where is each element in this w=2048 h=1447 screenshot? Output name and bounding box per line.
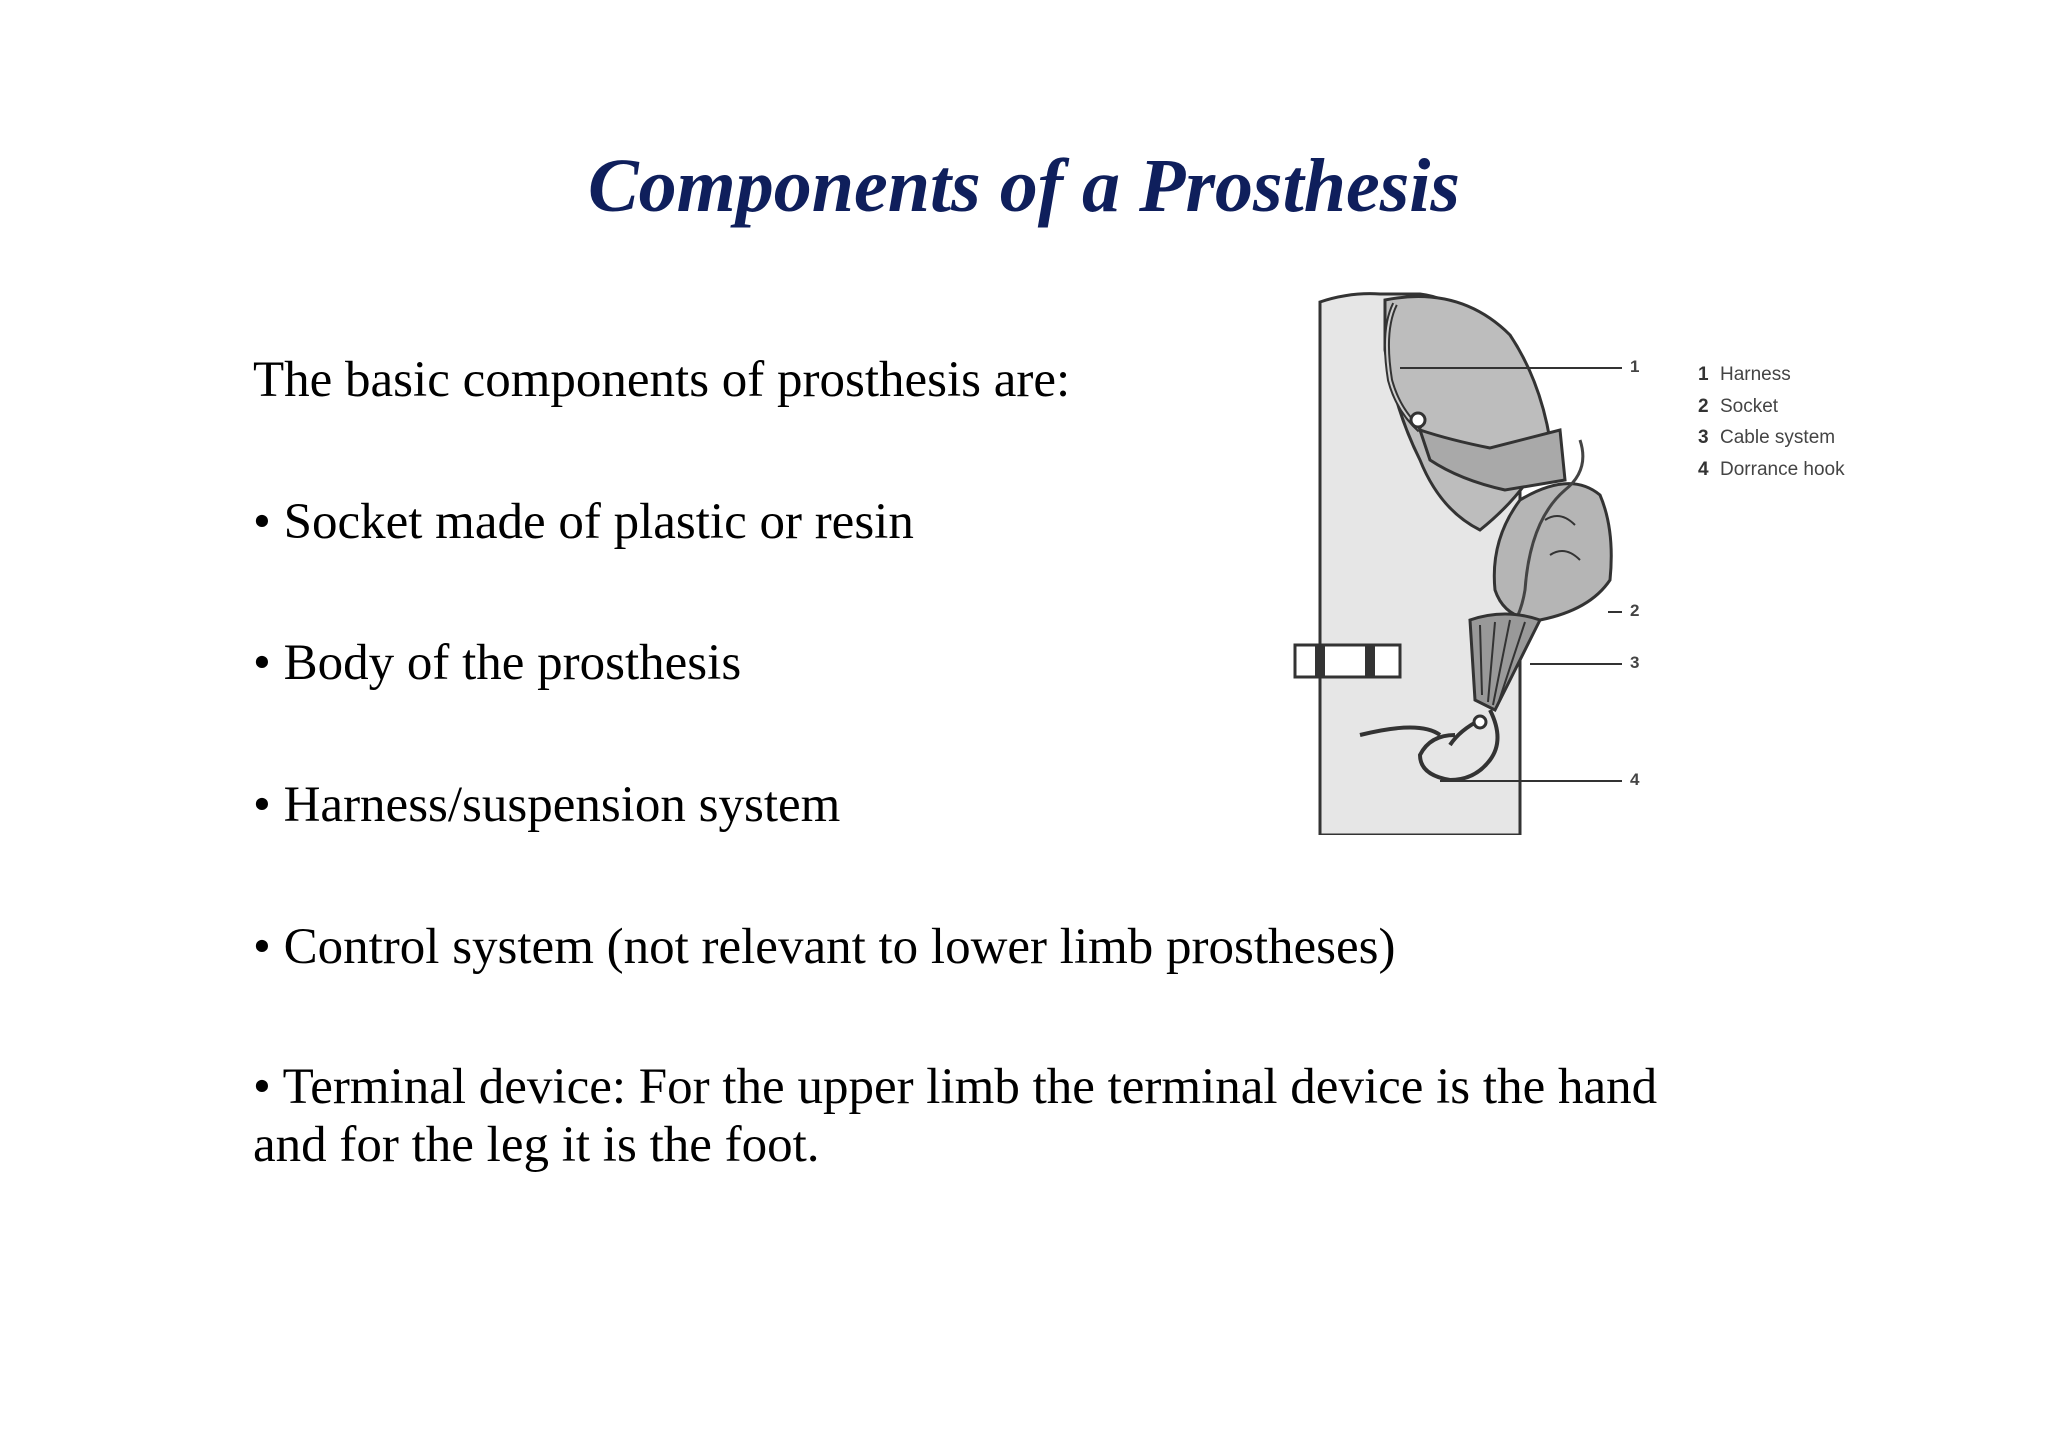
bullet-socket: • Socket made of plastic or resin — [253, 494, 914, 550]
harness-ring — [1411, 413, 1425, 427]
callout-number-1: 1 — [1630, 357, 1640, 376]
hook-pivot — [1474, 716, 1486, 728]
upper-limb-prosthesis-drawing — [1290, 290, 2010, 835]
bullet-control-system: • Control system (not relevant to lower limb prostheses) — [253, 919, 1396, 975]
intro-text: The basic components of prosthesis are: — [253, 352, 1071, 408]
bullet-terminal-device — [253, 1058, 1657, 1174]
callout-number-4: 4 — [1630, 770, 1640, 789]
bullet-body: • Body of the prosthesis — [253, 635, 742, 691]
legend-item: 1 Harness — [1698, 364, 1791, 385]
bullet-harness: • Harness/suspension system — [253, 777, 841, 833]
prosthesis-illustration — [1290, 290, 2010, 835]
bullet-terminal-line-2: and for the leg it is the foot. — [253, 1117, 820, 1173]
belt-buckle-2 — [1365, 645, 1375, 677]
legend-item: 4 Dorrance hook — [1698, 458, 1845, 480]
belt-buckle-1 — [1315, 645, 1325, 677]
belt-left — [1295, 645, 1400, 677]
slide-title: Components of a Prosthesis — [587, 144, 1461, 228]
figure-legend — [1698, 359, 1845, 485]
callout-number-2: 2 — [1630, 601, 1640, 620]
legend-item: 2 Socket — [1698, 395, 1779, 417]
bullet-terminal-line-1: • Terminal device: For the upper limb the terminal device is the hand — [253, 1059, 1658, 1115]
legend-item: 3 Cable system — [1698, 427, 1836, 448]
callout-number-3: 3 — [1630, 653, 1640, 672]
